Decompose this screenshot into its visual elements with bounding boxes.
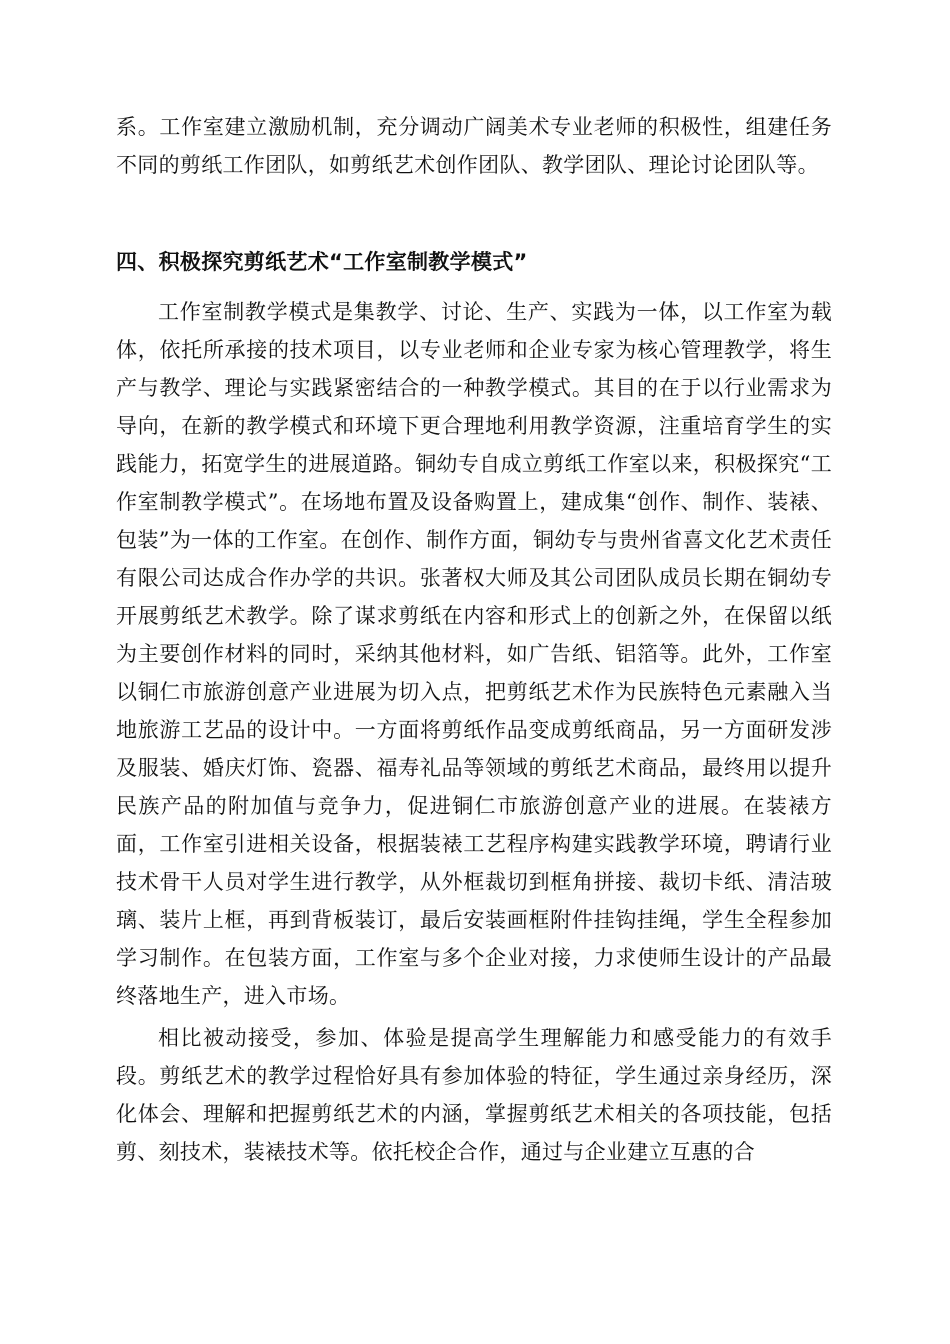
body-paragraph-2: 相比被动接受，参加、体验是提高学生理解能力和感受能力的有效手段。剪纸艺术的教学过程恰好具有参加体验的特征，学生通过亲身经历，深化体会、理解和把握剪纸艺术的内涵，掌握剪纸艺术相关的各项技能，包括剪、刻技术，装裱技术等。依托校企合作，通过与企业建立互惠的合 [116,1026,832,1164]
continued-paragraph: 系。工作室建立激励机制，充分调动广阔美术专业老师的积极性，组建任务不同的剪纸工作团队，如剪纸艺术创作团队、教学团队、理论讨论团队等。 [116,115,832,177]
body-paragraph-1: 工作室制教学模式是集教学、讨论、生产、实践为一体，以工作室为载体，依托所承接的技术项目，以专业老师和企业专家为核心管理教学，将生产与教学、理论与实践紧密结合的一种教学模式。其目的在于以行业需求为导向，在新的教学模式和环境下更合理地利用教学资源，注重培育学生的实践能力，拓宽学生的进展道路。铜幼专自成立剪纸工作室以来，积极探究“工作室制教学模式”。在场地布置及设备购置上，建成集“创作、制作、装裱、包装”为一体的工作室。在创作、制作方面，铜幼专与贵州省喜文化艺术责任有限公司达成合作办学的共识。张著权大师及其公司团队成员长期在铜幼专开展剪纸艺术教学。除了谋求剪纸在内容和形式上的创新之外，在保留以纸为主要创作材料的同时，采纳其他材料，如广告纸、铝箔等。此外，工作室以铜仁市旅游创意产业进展为切入点，把剪纸艺术作为民族特色元素融入当地旅游工艺品的设计中。一方面将剪纸作品变成剪纸商品，另一方面研发涉及服装、婚庆灯饰、瓷器、福寿礼品等领域的剪纸艺术商品，最终用以提升民族产品的附加值与竞争力，促进铜仁市旅游创意产业的进展。在装裱方面，工作室引进相关设备，根据装裱工艺程序构建实践教学环境，聘请行业技术骨干人员对学生进行教学，从外框裁切到框角拼接、裁切卡纸、清洁玻璃、装片上框，再到背板装订，最后安装画框附件挂钩挂绳，学生全程参加学习制作。在包装方面，工作室与多个企业对接，力求使师生设计的产品最终落地生产，进入市场。 [116,300,832,1008]
section-heading: 四、积极探究剪纸艺术“工作室制教学模式” [116,250,528,274]
